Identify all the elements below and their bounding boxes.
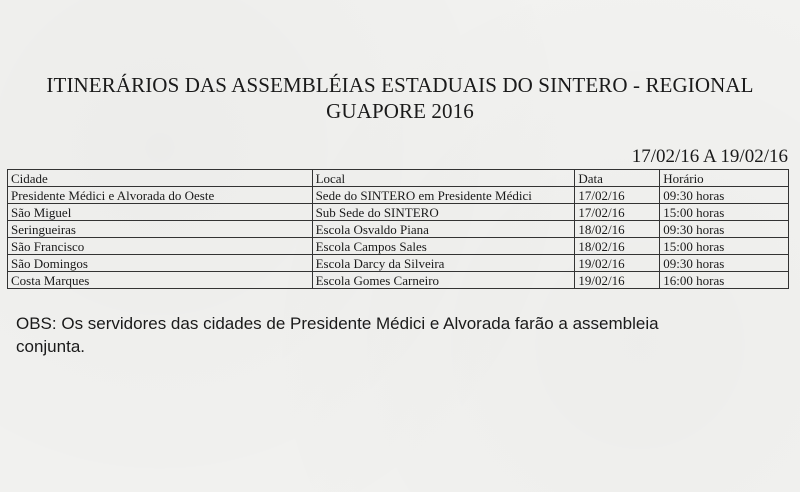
title-line-1: ITINERÁRIOS DAS ASSEMBLÉIAS ESTADUAIS DO SINTERO - REGIONAL xyxy=(46,73,754,97)
cell-horario: 16:00 horas xyxy=(660,272,789,289)
table-row xyxy=(8,255,789,272)
cell-horario: 09:30 horas xyxy=(660,255,789,272)
cell-local: Escola Campos Sales xyxy=(312,238,575,255)
document-title xyxy=(0,72,800,124)
itinerary-table xyxy=(7,169,789,289)
table-row xyxy=(8,272,789,289)
obs-line-1: OBS: Os servidores das cidades de Presidente Médici e Alvorada farão a assembleia xyxy=(16,314,659,333)
cell-horario: 09:30 horas xyxy=(660,221,789,238)
header-data: Data xyxy=(575,170,660,187)
cell-cidade: São Francisco xyxy=(8,238,313,255)
cell-local: Sede do SINTERO em Presidente Médici xyxy=(312,187,575,204)
cell-local: Escola Gomes Carneiro xyxy=(312,272,575,289)
table-header-row xyxy=(8,170,789,187)
title-line-2: GUAPORE 2016 xyxy=(326,99,474,123)
table-row xyxy=(8,238,789,255)
cell-horario: 15:00 horas xyxy=(660,238,789,255)
cell-horario: 15:00 horas xyxy=(660,204,789,221)
observation-note xyxy=(16,312,776,358)
cell-cidade: Presidente Médici e Alvorada do Oeste xyxy=(8,187,313,204)
cell-cidade: Seringueiras xyxy=(8,221,313,238)
cell-local: Escola Osvaldo Piana xyxy=(312,221,575,238)
cell-cidade: São Miguel xyxy=(8,204,313,221)
cell-data: 17/02/16 xyxy=(575,187,660,204)
header-horario: Horário xyxy=(660,170,789,187)
cell-local: Escola Darcy da Silveira xyxy=(312,255,575,272)
date-range: 17/02/16 A 19/02/16 xyxy=(631,146,788,167)
obs-line-2: conjunta. xyxy=(16,337,85,356)
table-row xyxy=(8,187,789,204)
cell-local: Sub Sede do SINTERO xyxy=(312,204,575,221)
table-row xyxy=(8,204,789,221)
cell-cidade: São Domingos xyxy=(8,255,313,272)
cell-data: 18/02/16 xyxy=(575,238,660,255)
header-cidade: Cidade xyxy=(8,170,313,187)
cell-cidade: Costa Marques xyxy=(8,272,313,289)
table-row xyxy=(8,221,789,238)
cell-data: 17/02/16 xyxy=(575,204,660,221)
cell-horario: 09:30 horas xyxy=(660,187,789,204)
cell-data: 19/02/16 xyxy=(575,255,660,272)
cell-data: 19/02/16 xyxy=(575,272,660,289)
cell-data: 18/02/16 xyxy=(575,221,660,238)
header-local: Local xyxy=(312,170,575,187)
